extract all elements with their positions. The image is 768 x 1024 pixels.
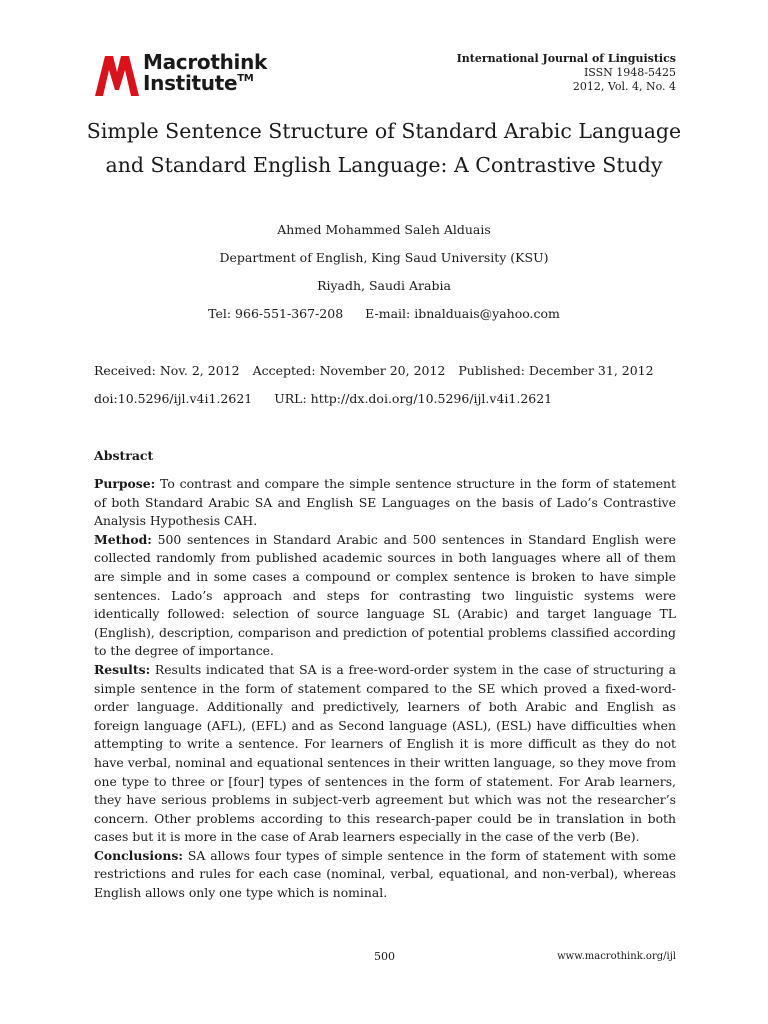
publisher-logo	[93, 50, 293, 98]
author-tel: Tel: 966-551-367-208	[208, 306, 344, 321]
paper-title	[80, 114, 688, 182]
purpose-text: To contrast and compare the simple sentence structure in the form of statement of both Standard Arabic SA and English SE Languages on the basis of Lado’s Contrastive Analysis Hypothesis CAH.	[94, 476, 676, 529]
doi: doi:10.5296/ijl.v4i1.2621	[94, 391, 253, 406]
method-text: 500 sentences in Standard Arabic and 500 sentences in Standard English were collected randomly from published academic sources in both languages where all of them are simple and in some cases a compound or complex sentence is broken to have simple sentences. Lado’s approach and steps for contrasting two linguistic systems were identically followed: selection of source language SL (Arabic) and target language TL (English), description, comparison and prediction of potential problems classified according to the degree of importance.	[94, 531, 676, 659]
abstract-purpose	[94, 475, 676, 531]
abstract-results	[94, 661, 676, 847]
journal-volume: 2012, Vol. 4, No. 4	[572, 80, 676, 93]
page-number: 500	[374, 950, 395, 963]
macrothink-m-icon	[93, 50, 141, 98]
logo-line-2: Institute™	[143, 71, 254, 95]
abstract-method	[94, 531, 676, 661]
journal-title: International Journal of Linguistics	[456, 52, 676, 65]
author-contact	[80, 306, 688, 321]
method-label: Method:	[94, 531, 152, 547]
author-name: Ahmed Mohammed Saleh Alduais	[277, 222, 491, 237]
author-department: Department of English, King Saud University (KSU)	[219, 250, 549, 265]
accepted-date: Accepted: November 20, 2012	[252, 363, 446, 378]
author-location: Riyadh, Saudi Arabia	[317, 278, 451, 293]
logo-trademark: TM	[237, 73, 254, 84]
author-email: E-mail: ibnalduais@yahoo.com	[365, 306, 560, 321]
doi-line	[94, 391, 552, 406]
publication-dates	[94, 363, 654, 378]
paper-title-line-1: Simple Sentence Structure of Standard Arabic Language	[86, 119, 682, 143]
journal-info	[457, 52, 676, 94]
conclusions-text: SA allows four types of simple sentence in the form of statement with some restrictions and rules for each case (nominal, verbal, equational, and non-verbal), whereas English allows only one type which is nominal.	[94, 847, 676, 901]
abstract-heading: Abstract	[94, 448, 154, 463]
footer-url[interactable]: www.macrothink.org/ijl	[557, 951, 676, 962]
results-label: Results:	[94, 661, 151, 677]
journal-issn: ISSN 1948-5425	[583, 66, 676, 79]
published-date: Published: December 31, 2012	[458, 363, 654, 378]
received-date: Received: Nov. 2, 2012	[94, 363, 240, 378]
logo-line-1: Macrothink	[143, 50, 268, 74]
purpose-label: Purpose:	[94, 476, 156, 491]
abstract-body	[94, 475, 676, 903]
abstract-conclusions	[94, 847, 676, 903]
results-text: Results indicated that SA is a free-word-order system in the case of structuring a simple sentence in the form of statement compared to the SE which proved a fixed-word-order language. Additionally and predictively, learners of both Arabic and English as foreign language (AFL), (EFL) and as Second language (ASL), (ESL) have difficulties when attempting to write a sentence. For learners of English it is more difficult as they do not have verbal, nominal and equational sentences in their written language, so they move from one type to three or [four] types of sentences in the form of statement. For Arab learners, they have serious problems in subject-verb agreement but which was not the researcher’s concern. Other problems according to this research-paper could be in translation in both cases but it is more in the case of Arab learners especially in the case of the verb (Be).	[94, 661, 676, 845]
conclusions-label: Conclusions:	[94, 847, 183, 863]
doi-url[interactable]: URL: http://dx.doi.org/10.5296/ijl.v4i1.2621	[274, 391, 553, 406]
paper-title-line-2: and Standard English Language: A Contrastive Study	[105, 153, 663, 177]
